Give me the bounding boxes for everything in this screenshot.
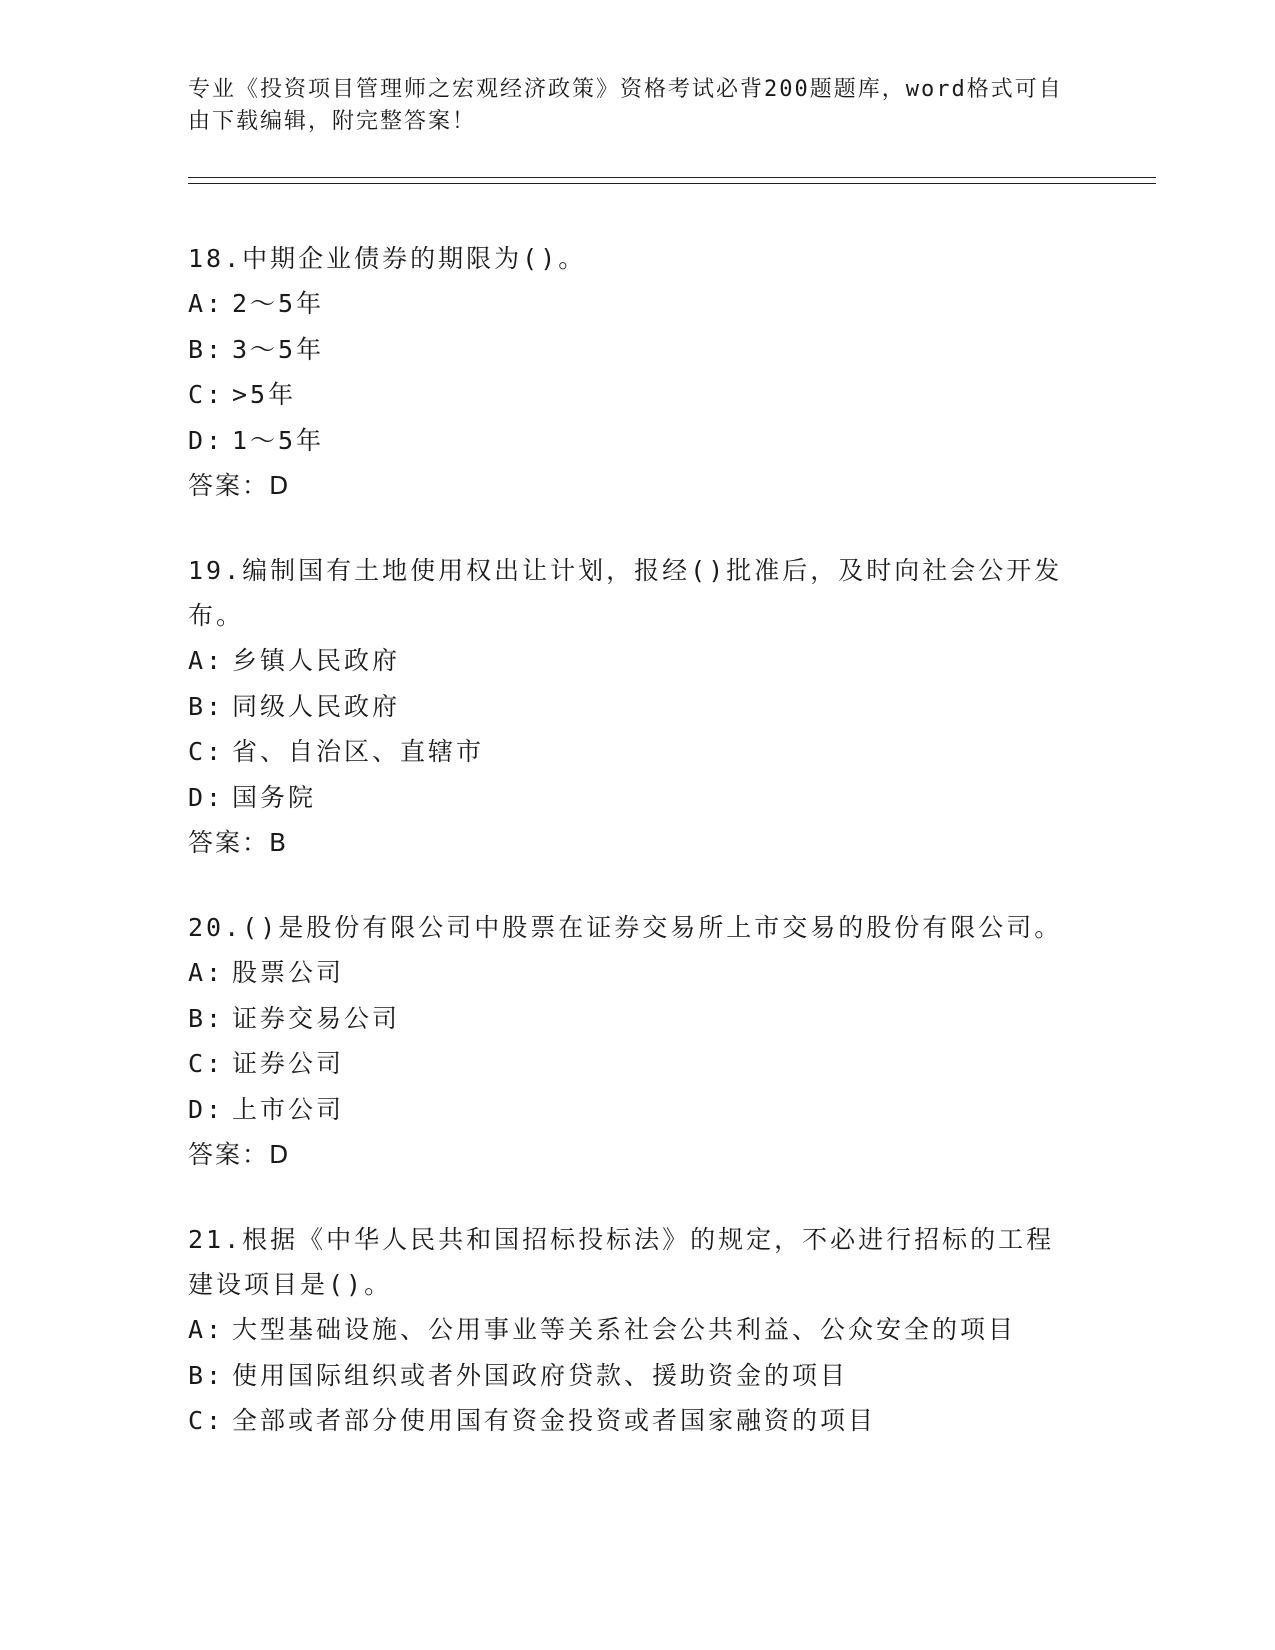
question-stem: 18.中期企业债券的期限为()。: [188, 244, 587, 273]
option-text: 上市公司: [232, 1094, 345, 1124]
option-letter: C:: [188, 737, 225, 766]
option-text: 乡镇人民政府: [232, 646, 401, 675]
header-rule-bottom: [188, 183, 1156, 184]
question-20: [188, 905, 1088, 1177]
option-text: 全部或者部分使用国有资金投资或者国家融资的项目: [232, 1406, 877, 1435]
question-list: [188, 236, 1088, 1484]
answer-line: 答案：D: [188, 1140, 291, 1169]
option-text: >5年: [232, 380, 297, 409]
option-text: 国务院: [232, 782, 317, 812]
option-d: [188, 775, 1088, 821]
question-stem: 19.编制国有土地使用权出让计划，报经()批准后，及时向社会公开发布。: [188, 556, 1063, 630]
option-c: [188, 1398, 1088, 1444]
option-letter: B:: [188, 691, 225, 721]
option-letter: D:: [188, 782, 225, 812]
option-letter: B:: [188, 1360, 225, 1390]
option-letter: D:: [188, 1094, 225, 1124]
option-text: 证券公司: [232, 1049, 345, 1078]
option-letter: C:: [188, 380, 225, 409]
option-letter: C:: [188, 1406, 225, 1435]
option-d: [188, 1087, 1088, 1133]
option-a: [188, 950, 1088, 996]
option-b: [188, 684, 1088, 730]
option-b: [188, 327, 1088, 373]
option-a: [188, 281, 1088, 327]
option-text: 同级人民政府: [232, 691, 401, 721]
option-c: [188, 729, 1088, 775]
question-stem: 20.()是股份有限公司中股票在证券交易所上市交易的股份有限公司。: [188, 913, 1063, 942]
option-text: 省、自治区、直辖市: [232, 737, 485, 766]
option-b: [188, 1353, 1088, 1399]
answer-line: 答案：B: [188, 828, 289, 857]
question-18: [188, 236, 1088, 508]
document-header: 专业《投资项目管理师之宏观经济政策》资格考试必背200题题库，word格式可自由下载编辑，附完整答案！: [188, 77, 1063, 134]
option-b: [188, 996, 1088, 1042]
option-letter: C:: [188, 1049, 225, 1078]
option-text: 3～5年: [232, 334, 325, 364]
question-21: [188, 1217, 1088, 1444]
option-text: 证券交易公司: [232, 1003, 401, 1033]
option-letter: A:: [188, 1315, 225, 1344]
question-stem: 21.根据《中华人民共和国招标投标法》的规定，不必进行招标的工程建设项目是()。: [188, 1225, 1055, 1299]
option-letter: A:: [188, 289, 225, 318]
option-a: [188, 638, 1088, 684]
option-d: [188, 418, 1088, 464]
header-rule-top: [188, 177, 1156, 178]
option-letter: B:: [188, 1003, 225, 1033]
option-text: 大型基础设施、公用事业等关系社会公共利益、公众安全的项目: [232, 1315, 1017, 1344]
option-text: 2～5年: [232, 289, 325, 318]
option-text: 1～5年: [232, 425, 325, 455]
option-letter: A:: [188, 646, 225, 675]
option-c: [188, 372, 1088, 418]
option-letter: B:: [188, 334, 225, 364]
option-text: 股票公司: [232, 958, 345, 987]
answer-line: 答案：D: [188, 471, 291, 500]
option-a: [188, 1307, 1088, 1353]
option-letter: D:: [188, 425, 225, 455]
option-text: 使用国际组织或者外国政府贷款、援助资金的项目: [232, 1360, 849, 1390]
question-19: [188, 548, 1088, 865]
option-letter: A:: [188, 958, 225, 987]
option-c: [188, 1041, 1088, 1087]
